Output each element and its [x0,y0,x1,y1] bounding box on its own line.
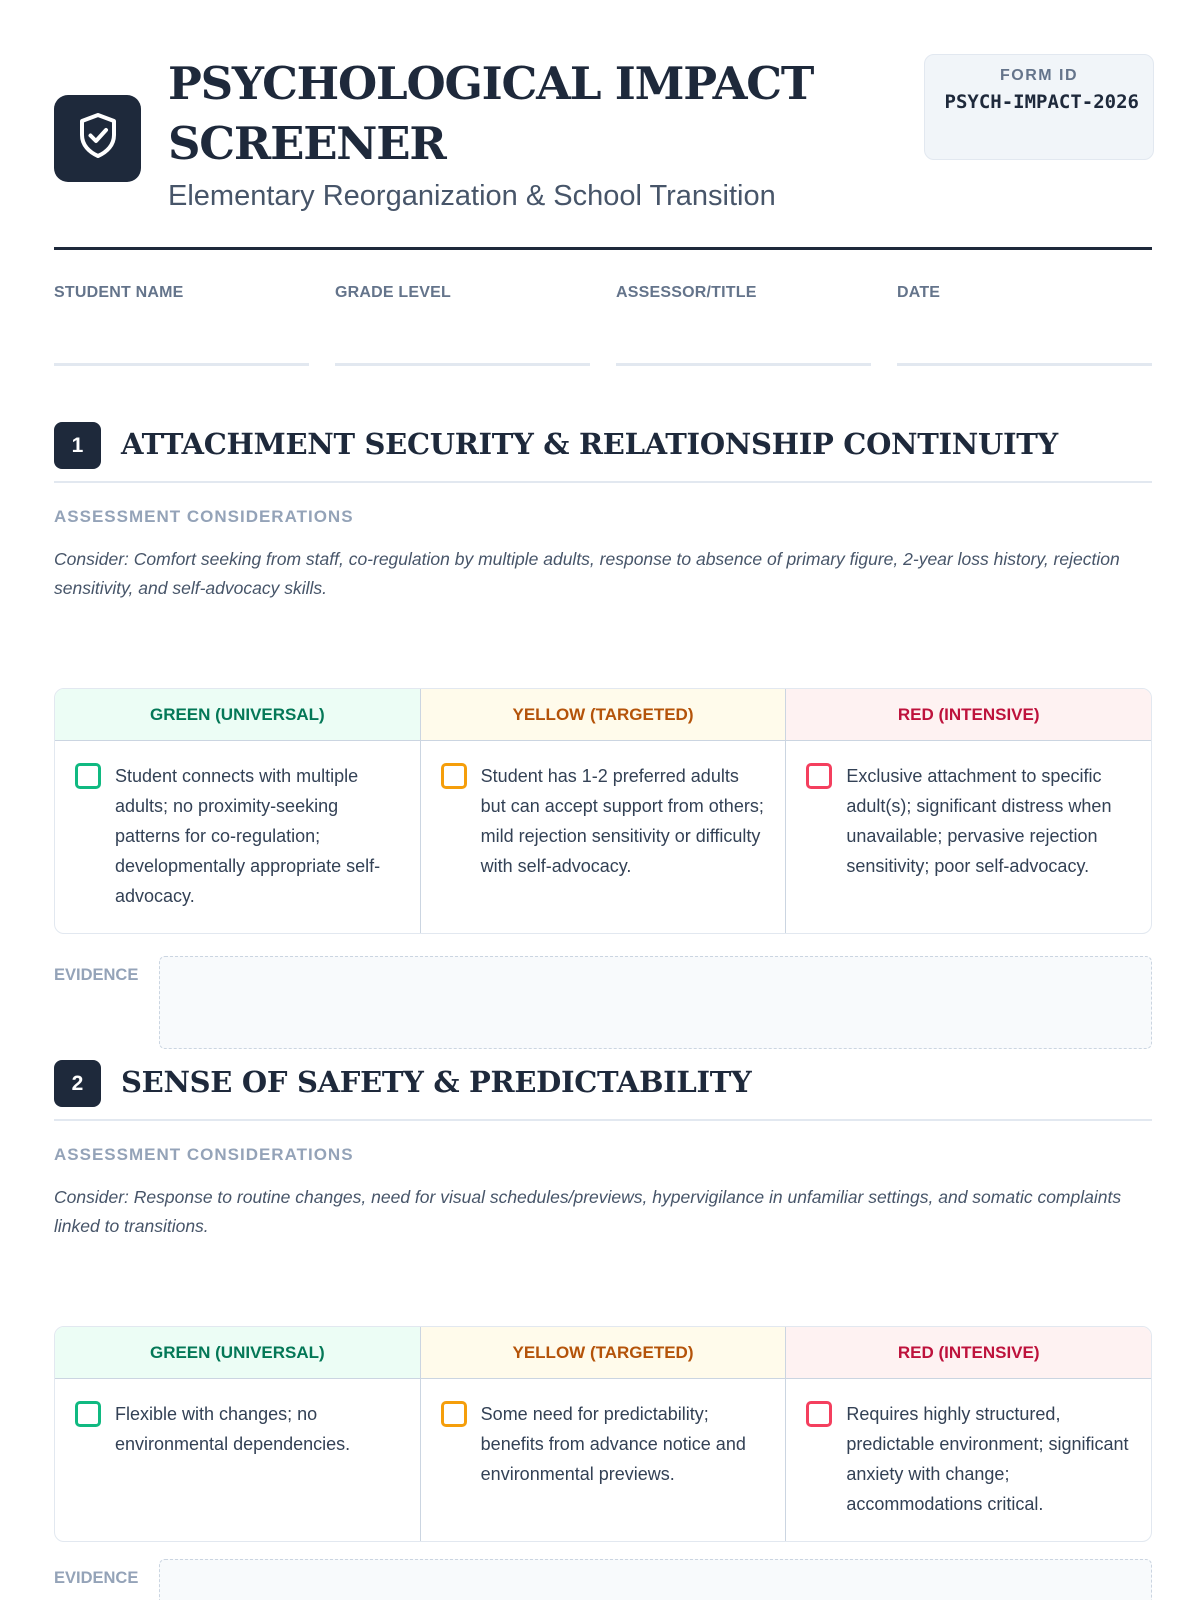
tier-red [785,1327,1151,1541]
section-title: SENSE OF SAFETY & PREDICTABILITY [121,1065,752,1099]
shield-check-icon [75,111,121,166]
page-title: PSYCHOLOGICAL IMPACT SCREENER [168,57,814,170]
tier-table [54,1326,1152,1542]
tier-description: Some need for predictability; benefits from advance notice and environmental previews. [480,1404,746,1484]
tier-yellow [420,1327,786,1541]
tier-body [421,1379,786,1541]
considerations-label: ASSESSMENT CONSIDERATIONS [54,1145,354,1164]
field-label: GRADE LEVEL [335,284,451,301]
section-divider [54,481,1152,483]
tier-header: GREEN (UNIVERSAL) [55,1327,420,1379]
tier-description: Exclusive attachment to specific adult(s); significant distress when unavailable; pervasive rejection sensitivity; poor self-advocacy. [846,766,1112,876]
screener-form [54,54,1152,1587]
section-divider [54,1119,1152,1121]
section-header [54,422,1152,482]
form-id-label: FORM ID [999,67,1079,84]
field-underline [616,363,871,366]
tier-body [55,741,420,933]
field-label: ASSESSOR/TITLE [616,284,757,301]
tier-header: RED (INTENSIVE) [786,689,1151,741]
considerations-text: Consider: Comfort seeking from staff, co-regulation by multiple adults, response to absence of primary figure, 2-year loss history, rejection sensitivity, and self-advocacy skills. [54,549,1120,598]
header-divider [54,247,1152,250]
section-attachment-security [54,422,1152,984]
date-field[interactable] [897,284,1152,366]
tier-green [55,689,420,933]
considerations-label: ASSESSMENT CONSIDERATIONS [54,507,354,526]
tier-body [786,1379,1151,1541]
field-underline [335,363,590,366]
tier-body [55,1379,420,1541]
student-name-field[interactable] [54,284,309,366]
tier-body [421,741,786,933]
section-title: ATTACHMENT SECURITY & RELATIONSHIP CONTINUITY [121,427,1058,461]
tier-green [55,1327,420,1541]
tier-yellow [420,689,786,933]
assessor-title-field[interactable] [616,284,871,366]
tier-green-checkbox[interactable] [75,1401,101,1427]
evidence-input[interactable] [159,956,1152,1049]
tier-description: Flexible with changes; no environmental dependencies. [115,1404,351,1454]
tier-yellow-checkbox[interactable] [441,763,467,789]
form-header [54,54,1152,247]
tier-description: Requires highly structured, predictable environment; significant anxiety with change; accommodations critical. [846,1404,1129,1514]
field-label: STUDENT NAME [54,284,184,301]
section-header [54,1060,1152,1120]
form-id-value: PSYCH-IMPACT-2026 [944,91,1139,113]
field-underline [54,363,309,366]
considerations-text: Consider: Response to routine changes, need for visual schedules/previews, hypervigilance in unfamiliar settings, and somatic complaints linked to transitions. [54,1187,1122,1236]
form-id-badge [924,54,1154,160]
field-label: DATE [897,284,941,301]
page-subtitle: Elementary Reorganization & School Transition [168,180,776,212]
section-number-badge: 2 [54,1060,101,1107]
grade-level-field[interactable] [335,284,590,366]
tier-description: Student has 1-2 preferred adults but can accept support from others; mild rejection sensitivity or difficulty with self-advocacy. [480,766,764,876]
logo [54,95,141,182]
tier-table [54,688,1152,934]
tier-green-checkbox[interactable] [75,763,101,789]
field-underline [897,363,1152,366]
tier-yellow-checkbox[interactable] [441,1401,467,1427]
section-number-badge: 1 [54,422,101,469]
tier-header: GREEN (UNIVERSAL) [55,689,420,741]
evidence-input[interactable] [159,1559,1152,1600]
tier-red [785,689,1151,933]
tier-red-checkbox[interactable] [806,763,832,789]
evidence-label: EVIDENCE [54,966,139,984]
student-info-fields [54,284,1152,366]
tier-header: YELLOW (TARGETED) [421,689,786,741]
tier-body [786,741,1151,933]
tier-red-checkbox[interactable] [806,1401,832,1427]
tier-header: RED (INTENSIVE) [786,1327,1151,1379]
tier-description: Student connects with multiple adults; no proximity-seeking patterns for co-regulation; developmentally appropriate self-advocacy. [115,766,381,906]
tier-header: YELLOW (TARGETED) [421,1327,786,1379]
evidence-label: EVIDENCE [54,1569,139,1587]
section-safety-predictability [54,1060,1152,1587]
